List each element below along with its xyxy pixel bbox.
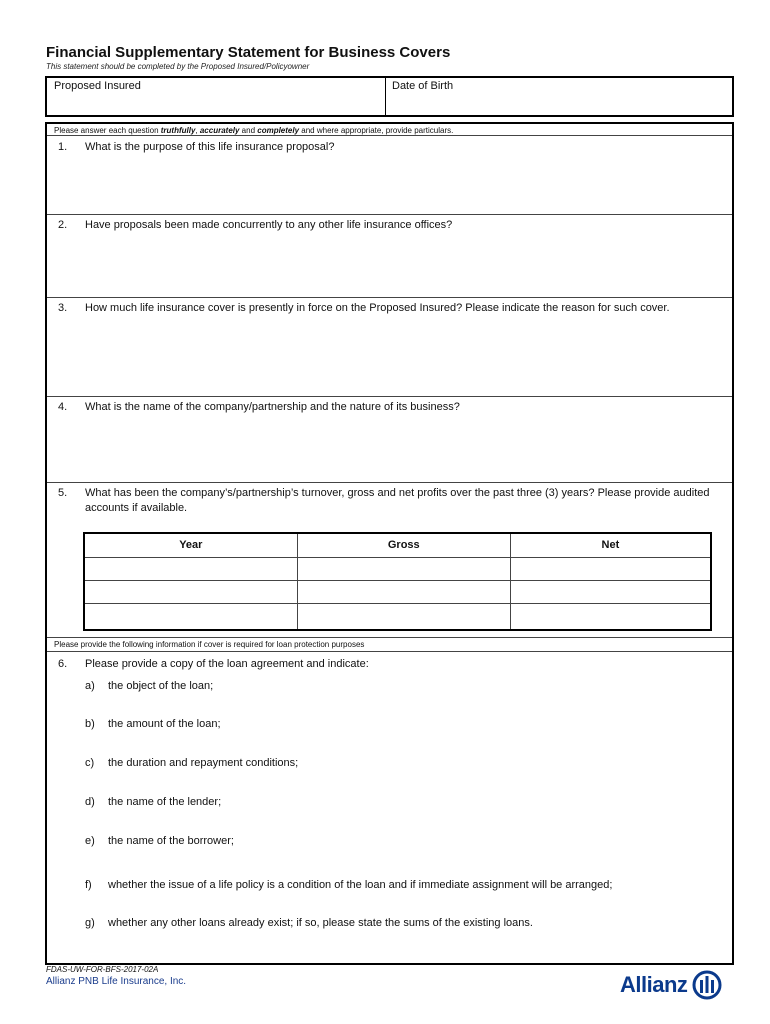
q6-item-e: e) the name of the borrower; (85, 835, 234, 847)
divider (47, 482, 732, 483)
form-code: FDAS-UW-FOR-BFS-2017-02A (46, 965, 159, 974)
instruction-note: Please answer each question truthfully, accurately and completely and where appropriate, provide particulars. (54, 126, 454, 135)
answer-3-field[interactable] (49, 319, 730, 395)
divider (47, 297, 732, 298)
q6-item-d: d) the name of the lender; (85, 796, 222, 808)
divider (47, 651, 732, 652)
financial-table (83, 532, 712, 631)
col-header-year: Year (84, 533, 297, 557)
table-cell[interactable] (510, 580, 711, 603)
table-cell[interactable] (297, 603, 510, 630)
q6-item-a: a) the object of the loan; (85, 680, 214, 692)
page-title: Financial Supplementary Statement for Business Covers (46, 44, 451, 61)
divider (47, 637, 732, 638)
proposed-insured-field[interactable] (47, 78, 385, 115)
table-cell[interactable] (84, 603, 297, 630)
answer-2-field[interactable] (49, 236, 730, 296)
table-cell[interactable] (297, 580, 510, 603)
insured-info-box (45, 76, 734, 117)
logo-text: Allianz (620, 972, 688, 997)
company-name: Allianz PNB Life Insurance, Inc. (46, 976, 187, 987)
proposed-insured-label: Proposed Insured (54, 80, 141, 92)
table-cell[interactable] (510, 557, 711, 580)
page-subtitle: This statement should be completed by the Proposed Insured/Policyowner (46, 62, 310, 71)
dob-label: Date of Birth (392, 80, 454, 92)
answer-4-field[interactable] (49, 418, 730, 481)
loan-note: Please provide the following information if cover is required for loan protection purposes (54, 640, 365, 649)
dob-field[interactable] (386, 78, 732, 115)
questions-box: Please answer each question truthfully, accurately and completely and where appropriate, provide particulars. 1. What is the purpose of this life insurance proposal? 2. Have proposals been made concurrently to any other life insurance offices? 3. How much life insurance cover is presently in force on the Proposed Insured? Please indicate the reason for such cover. 4. What is the name of the company/partnership and the nature of its business? 5. What has been the company’s/partnership’s turnover, gross and net profits over the past three (3) years? Please provide audited accounts if available. Year Gross Net Please provide the following information if cover is required for loan protection purposes 6. Please provide a copy of the loan agreement and indicate: a) the object of the loan; b) the amount of the loan; c) the duration and repayment conditions; d) the name of the lender; e) the name of the borrower; f) whether the issue of a life policy is a condition of the loan and if immediate assignment will be arranged; g) whether any other loans already exist; if so, please state the sums of the existing loans. (45, 122, 734, 965)
allianz-logo (620, 970, 722, 1000)
q6-item-b: b) the amount of the loan; (85, 718, 221, 730)
q6-item-f: f) whether the issue of a life policy is a condition of the loan and if immediate assignment will be arranged; (85, 879, 613, 891)
q6-item-c: c) the duration and repayment conditions; (85, 757, 299, 769)
answer-1-field[interactable] (49, 158, 730, 213)
table-cell[interactable] (297, 557, 510, 580)
col-header-net: Net (510, 533, 711, 557)
q6-item-g: g) whether any other loans already exist; if so, please state the sums of the existing loans. (85, 917, 533, 929)
table-cell[interactable] (84, 557, 297, 580)
col-header-gross: Gross (297, 533, 510, 557)
table-cell[interactable] (84, 580, 297, 603)
divider (47, 214, 732, 215)
divider (47, 396, 732, 397)
table-cell[interactable] (510, 603, 711, 630)
divider (47, 135, 732, 136)
allianz-eagle-icon (692, 970, 722, 1000)
